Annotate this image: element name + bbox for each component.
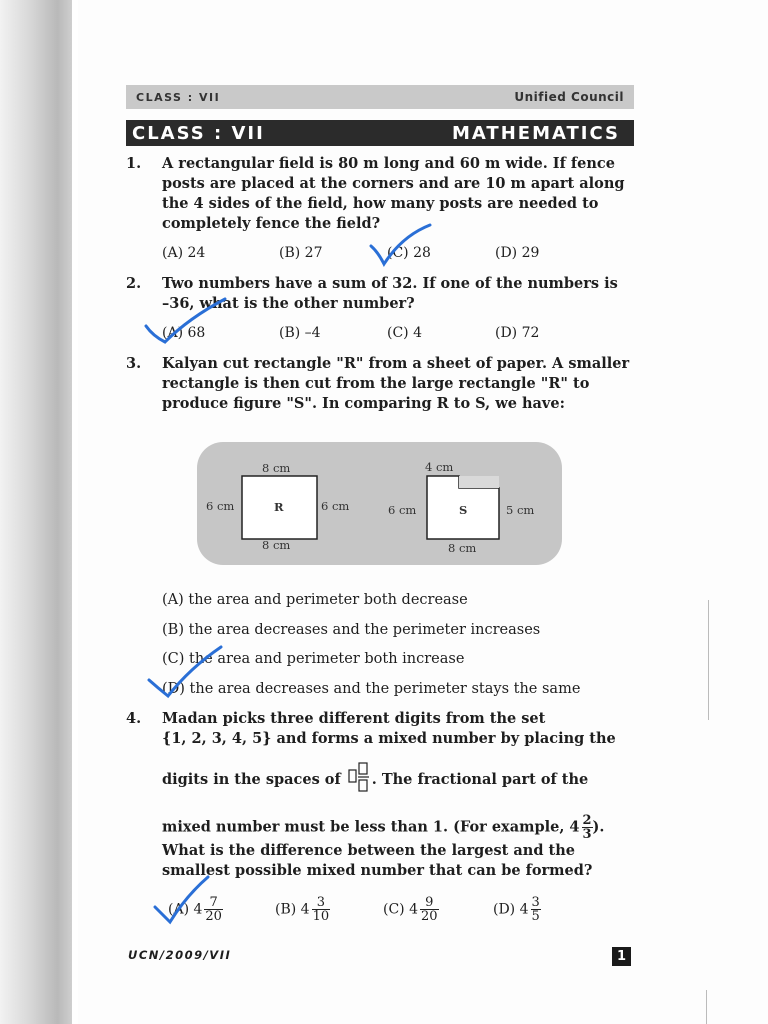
stem-line: produce figure "S". In comparing R to S, we have: [162,395,565,412]
stem-line-template [162,762,634,798]
option-b[interactable] [275,896,330,923]
example-fraction [582,814,593,841]
stem-line: A rectangular field is 80 m long and 60 m wide. If fence [162,155,615,172]
option-label: (C) 4 [383,901,418,918]
r-top-label: 8 cm [262,461,291,475]
fraction-numerator: 2 [582,813,592,828]
stem-text: ). [592,818,605,836]
question-stem [162,274,634,314]
stem-text: mixed number must be less than 1. (For example, 4 [162,818,580,836]
option-a[interactable] [168,896,223,923]
r-left-label: 6 cm [206,499,235,513]
question-stem [162,354,634,414]
r-right-label: 6 cm [321,499,350,513]
option-fraction [420,896,439,923]
stem-line: Two numbers have a sum of 32. If one of the numbers is [162,275,618,292]
cut-out-piece [459,476,499,488]
class-title: CLASS : VII [132,122,265,144]
s-left-label: 6 cm [388,503,417,517]
rectangles-figure [197,442,562,565]
s-bottom-label: 8 cm [448,541,477,555]
option-fraction [531,896,541,923]
mixed-number-template-icon [348,762,370,798]
fraction-denominator: 10 [312,909,330,924]
fraction-numerator: 9 [425,895,434,910]
option-a[interactable]: (A) 24 [162,245,206,261]
option-d[interactable] [493,896,541,923]
stem-line: What is the difference between the largest and the [162,842,575,859]
stem-line-example [162,814,634,841]
question-stem [162,154,634,234]
question-number: 1. [126,155,142,172]
r-center-label: R [274,500,284,514]
option-b[interactable]: (B) the area decreases and the perimeter increases [162,622,541,638]
r-bottom-label: 8 cm [262,538,291,552]
question-number: 3. [126,355,142,372]
stem-line: posts are placed at the corners and are 10 m apart along [162,175,625,192]
option-a[interactable]: (A) the area and perimeter both decrease [162,592,468,608]
fraction-denominator: 20 [205,909,222,924]
question-stem [162,709,634,881]
option-label: (A) 4 [168,901,203,918]
question-number: 4. [126,710,142,727]
header-class-label: CLASS : VII [136,90,221,104]
option-a[interactable]: (A) 68 [162,325,206,341]
option-c[interactable]: (C) 4 [387,325,422,341]
stem-line: –36, what is the other number? [162,295,415,312]
option-b[interactable]: (B) –4 [279,325,321,341]
stem-line: Kalyan cut rectangle "R" from a sheet of paper. A smaller [162,355,630,372]
stem-text: . The fractional part of the [371,771,589,788]
s-center-label: S [459,503,468,517]
stem-line: rectangle is then cut from the large rectangle "R" to [162,375,590,392]
stem-line: the 4 sides of the field, how many posts are needed to [162,195,599,212]
option-c[interactable]: (C) the area and perimeter both increase [162,651,465,667]
s-right-label: 5 cm [506,503,535,517]
option-b[interactable]: (B) 27 [279,245,323,261]
header-band [126,85,634,109]
subject-title: MATHEMATICS [451,122,620,144]
option-c[interactable]: (C) 28 [387,245,431,261]
fraction-numerator: 7 [209,895,218,910]
option-fraction [204,896,223,923]
option-d[interactable]: (D) 72 [495,325,540,341]
paper-code: UCN/2009/VII [128,948,232,962]
option-label: (B) 4 [275,901,310,918]
margin-line [708,600,709,720]
option-d[interactable]: (D) the area decreases and the perimeter stays the same [162,681,581,697]
fraction-denominator: 5 [531,909,540,924]
title-bar [126,120,634,146]
stem-line: Madan picks three different digits from the set [162,710,546,727]
stem-line: {1, 2, 3, 4, 5} and forms a mixed number by placing the [162,730,616,747]
fraction-numerator: 3 [316,895,325,910]
binder-spine [0,0,72,1024]
fraction-numerator: 3 [531,895,540,910]
page-number: 1 [612,947,631,966]
stem-text: digits in the spaces of [162,771,341,788]
option-c[interactable] [383,896,439,923]
stem-line: completely fence the field? [162,215,381,232]
question-number: 2. [126,275,142,292]
margin-line [706,990,707,1024]
stem-line: smallest possible mixed number that can be formed? [162,862,593,879]
option-fraction [312,896,331,923]
fraction-denominator: 3 [582,827,592,842]
option-d[interactable]: (D) 29 [495,245,540,261]
fraction-denominator: 20 [421,909,438,924]
s-top-label: 4 cm [425,460,454,474]
header-council: Unified Council [514,90,624,104]
option-label: (D) 4 [493,901,529,918]
